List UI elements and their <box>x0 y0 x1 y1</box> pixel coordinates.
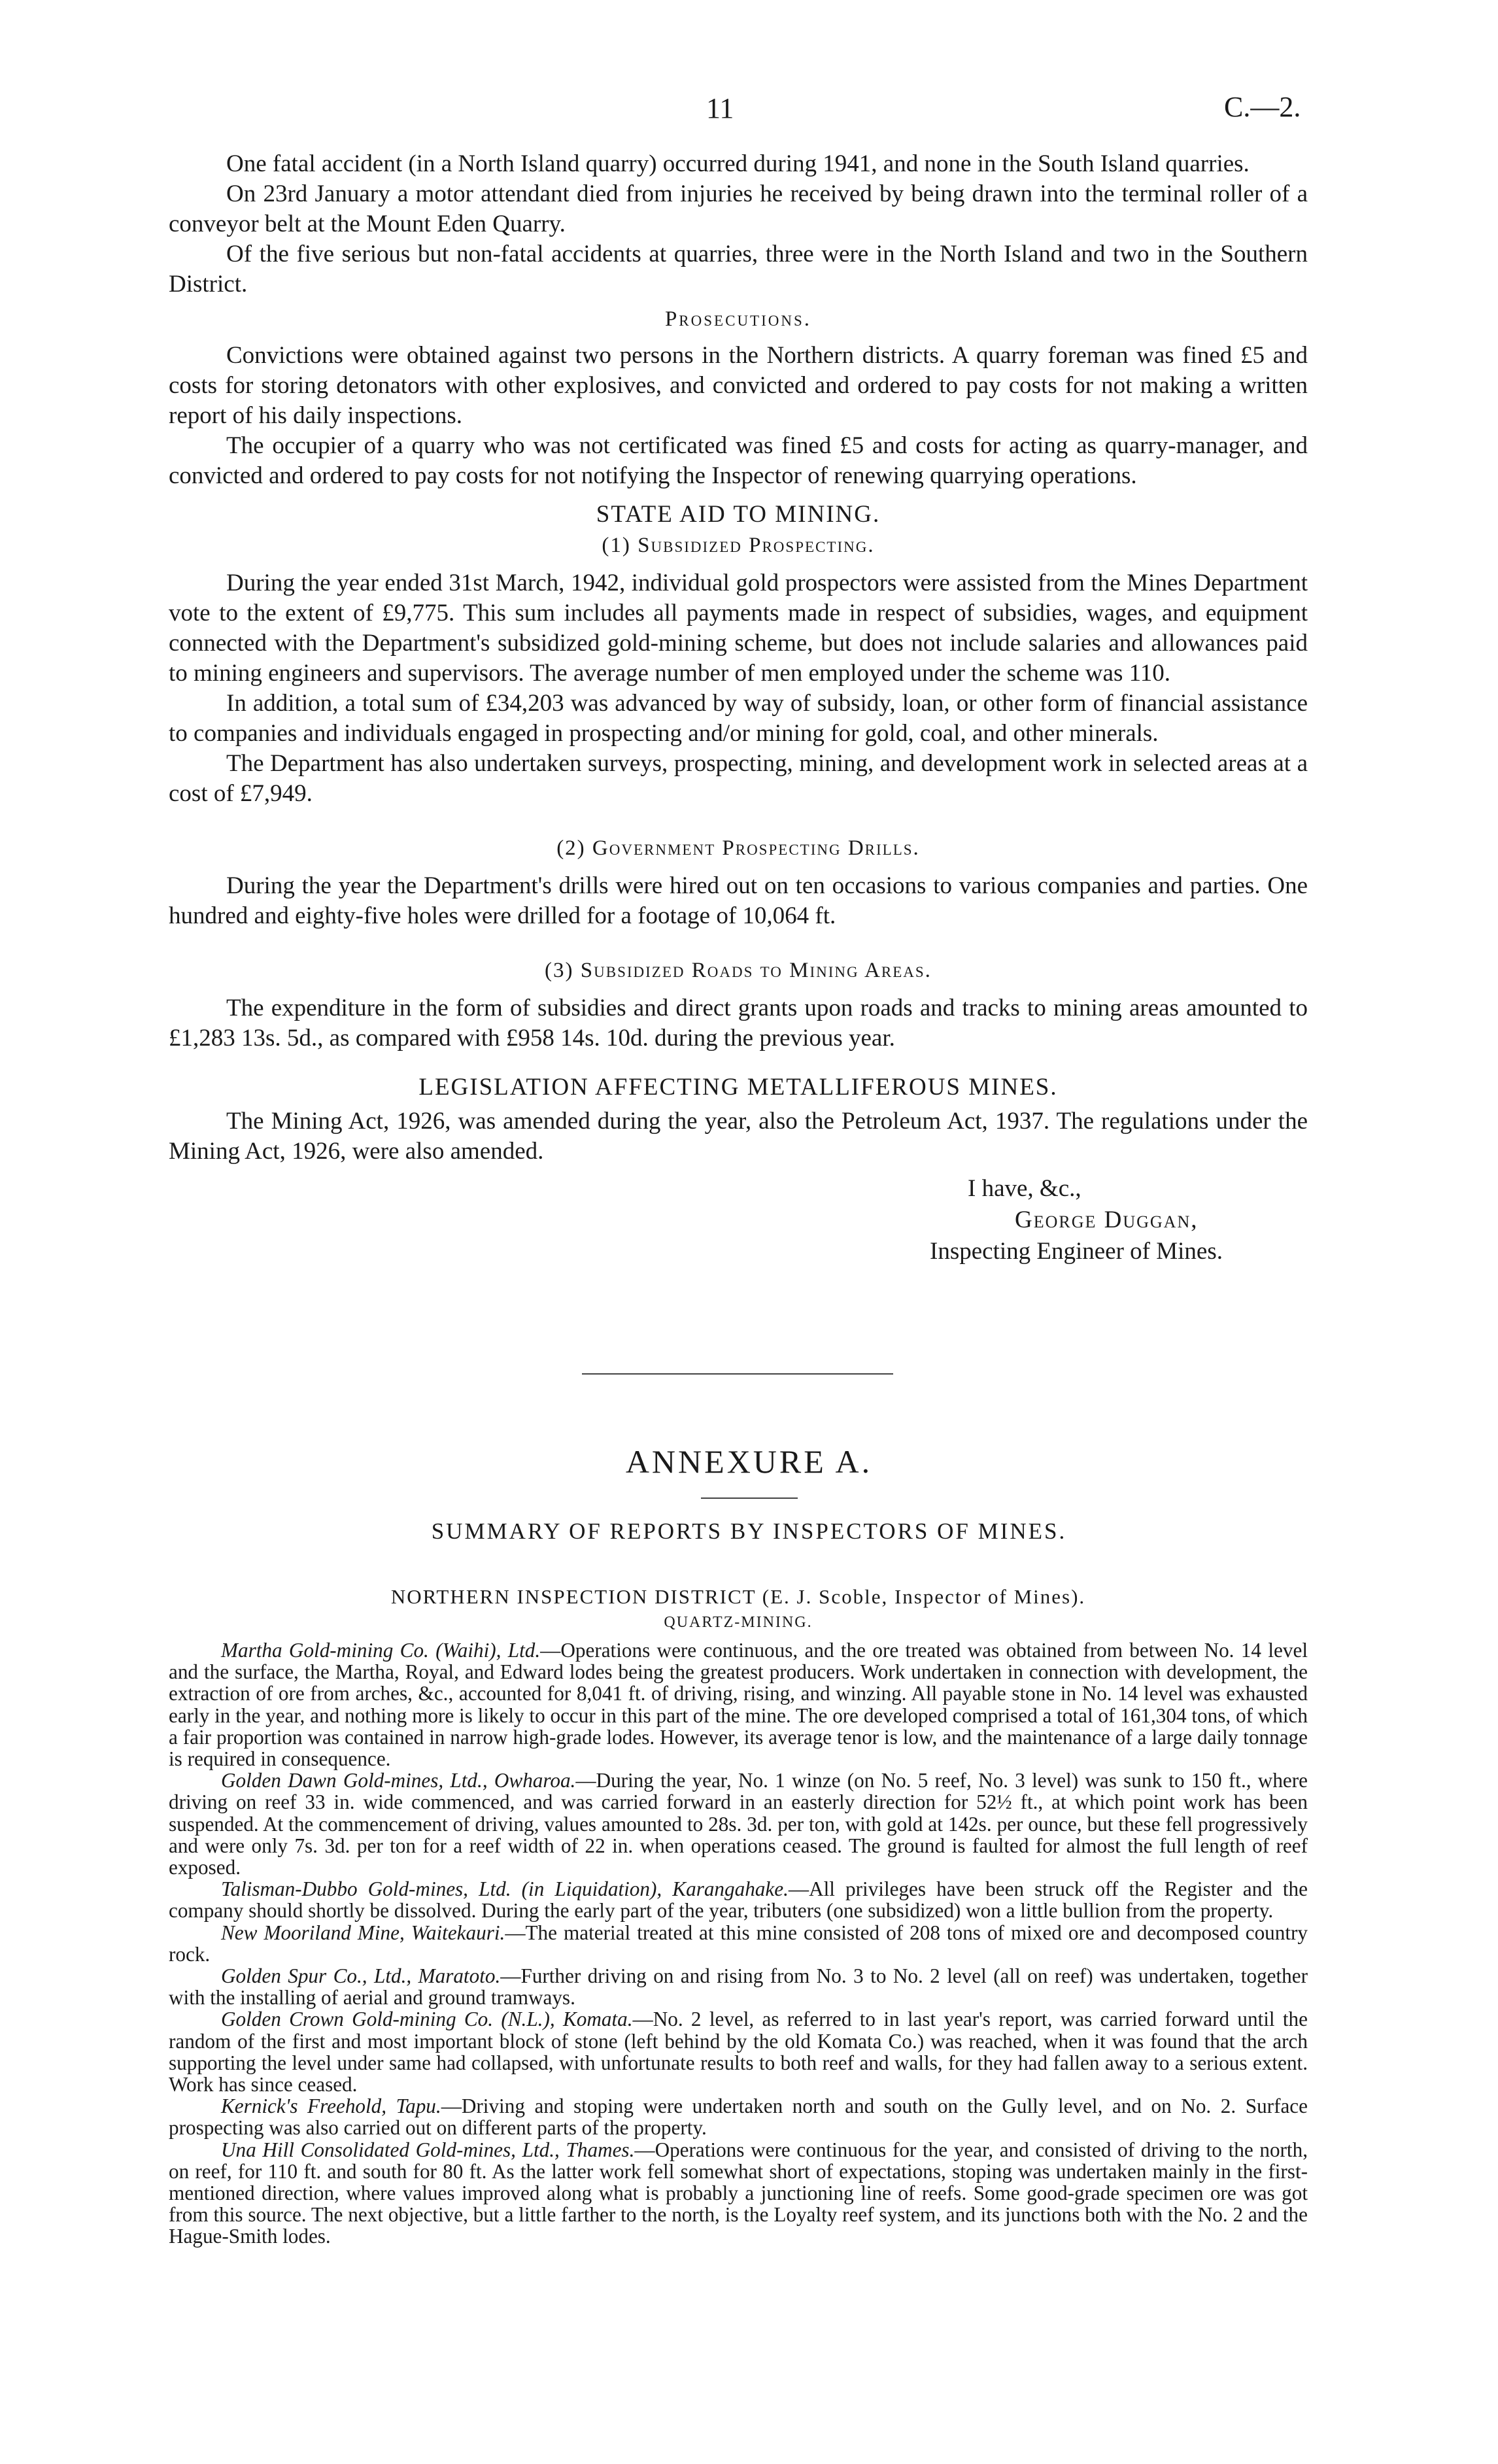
paragraph: The occupier of a quarry who was not certificated was fined £5 and costs for acting as quarry-manager, and convicted and ordered to pay costs for not notifying the Inspector of renewing quarrying operations. <box>169 432 1308 489</box>
paragraph: During the year ended 31st March, 1942, individual gold prospectors were assisted from the Mines Department vote to the extent of £9,775. This sum includes all payments made in respect of subsidies, wages, and equipment connected with the Department's subsidized gold-mining scheme, but does not include salaries and allowances paid to mining engineers and supervisors. The average number of men employed under the scheme was 110. <box>169 570 1308 687</box>
signature-name: George Duggan, <box>1015 1206 1199 1233</box>
paragraph: On 23rd January a motor attendant died from injuries he received by being drawn into the terminal roller of a conveyor belt at the Mount Eden Quarry. <box>169 180 1308 237</box>
paragraph: The Department has also undertaken surveys, prospecting, mining, and development work in selected areas at a cost of £7,949. <box>169 750 1308 807</box>
section-divider <box>582 1373 893 1375</box>
annexure-title: ANNEXURE A. <box>625 1443 873 1480</box>
page-number: 11 <box>706 92 734 124</box>
mine-report <box>169 2139 1308 2248</box>
mine-report <box>169 2008 1308 2095</box>
mine-report <box>169 2095 1308 2138</box>
mine-name: Golden Dawn Gold-mines, Ltd., Owharoa. <box>221 1769 576 1792</box>
heading-subsidized-roads: (3) Subsidized Roads to Mining Areas. <box>545 959 932 982</box>
paragraph: The expenditure in the form of subsidies and direct grants upon roads and tracks to mining areas amounted to £1,283 13s. 5d., as compared with £958 14s. 10d. during the previous year. <box>169 995 1308 1052</box>
mine-name: Golden Spur Co., Ltd., Maratoto. <box>221 1964 501 1988</box>
mine-report <box>169 1639 1308 1770</box>
paragraph: Convictions were obtained against two persons in the Northern districts. A quarry foreman was fined £5 and costs for storing detonators with other explosives, and convicted and ordered to pay costs for not making a written report of his daily inspections. <box>169 342 1308 429</box>
report-body <box>169 149 1308 1297</box>
mine-name: New Mooriland Mine, Waitekauri. <box>221 1921 505 1944</box>
mine-report-text: —The material treated at this mine consisted of 208 tons of mixed ore and decomposed country rock. <box>169 1921 1308 1966</box>
paragraph: During the year the Department's drills were hired out on ten occasions to various companies and parties. One hundred and eighty-five holes were drilled for a footage of 10,064 ft. <box>169 872 1308 929</box>
paragraph: Of the five serious but non-fatal accidents at quarries, three were in the North Island and two in the Southern District. <box>169 241 1308 298</box>
mine-report <box>169 1922 1308 1965</box>
mine-report-text: —All privileges have been struck off the Register and the company should shortly be dissolved. During the early part of the year, tributers (one subsidized) won a little bullion from the property. <box>169 1877 1308 1923</box>
mine-report-text: —Driving and stoping were undertaken north and south on the Gully level, and on No. 2. Surface prospecting was also carried out on different parts of the property. <box>169 2095 1308 2140</box>
heading-legislation: LEGISLATION AFFECTING METALLIFEROUS MINES. <box>418 1074 1058 1101</box>
mine-report <box>169 1878 1308 1921</box>
mine-report-text: —Operations were continuous for the year, and consisted of driving to the north, on reef, for 110 ft. and south for 80 ft. As the latter work fell somewhat short of expectations, stoping was undertaken mainly in the first-mentioned direction, where values improved along what is probably a junctioning line of reefs. Some good-grade specimen ore was got from this source. The next objective, but a little farther to the north, is the Loyalty reef system, and its junctions both with the No. 2 and the Hague-Smith lodes. <box>169 2138 1308 2248</box>
quartz-mining-heading: QUARTZ-MINING. <box>664 1614 813 1631</box>
mine-name: Golden Crown Gold-mining Co. (N.L.), Komata. <box>221 2008 633 2031</box>
mine-name: Kernick's Freehold, Tapu. <box>221 2095 441 2118</box>
mine-report-text: —During the year, No. 1 winze (on No. 5 reef, No. 3 level) was sunk to 150 ft., where driving on reef 33 in. wide commenced, and was carried forward in an easterly direction for 52½ ft., at which point work has been suspended. At the commencement of driving, values amounted to 28s. 3d. per ton, with gold at 142s. per ounce, but these fell progressively and were only 7s. 3d. per ton for a reef width of 22 in. when operations ceased. The ground is faulted for almost the full length of reef exposed. <box>169 1769 1308 1879</box>
mine-report-text: —No. 2 level, as referred to in last year's report, was carried forward until the random of the first and most important block of stone (left behind by the old Komata Co.) was reached, when it was found that the arch supporting the level under same had collapsed, with unfortunate results to both reef and walls, for they had fallen away to a serious extent. Work has since ceased. <box>169 2008 1308 2096</box>
document-reference: C.—2. <box>1224 91 1301 123</box>
signature-block <box>169 1173 1308 1297</box>
heading-subsidized-prospecting: (1) Subsidized Prospecting. <box>602 534 875 557</box>
signature-salutation: I have, &c., <box>968 1175 1081 1202</box>
mine-name: Talisman-Dubbo Gold-mines, Ltd. (in Liquidation), Karangahake. <box>221 1877 789 1901</box>
heading-prospecting-drills: (2) Government Prospecting Drills. <box>556 836 920 860</box>
title-divider <box>701 1497 798 1499</box>
inspector-reports <box>169 1585 1308 2248</box>
mine-report-text: —Operations were continuous, and the ore treated was obtained from between No. 14 level and the surface, the Martha, Royal, and Edward lodes being the greatest producers. Work undertaken in connection with development, the extraction of ore from arches, &c., accounted for 8,041 ft. of driving, rising, and winzing. All payable stone in No. 14 level was exhausted early in the year, and nothing more is likely to occur in this part of the mine. The ore developed comprised a total of 161,304 tons, of which a fair proportion was contained in narrow high-grade lodes. However, its average tenor is low, and the maintenance of a large daily tonnage is required in consequence. <box>169 1639 1308 1771</box>
paragraph: One fatal accident (in a North Island quarry) occurred during 1941, and none in the South Island quarries. <box>226 150 1250 177</box>
district-heading: NORTHERN INSPECTION DISTRICT (E. J. Scoble, Inspector of Mines). <box>390 1585 1086 1608</box>
heading-prosecutions: Prosecutions. <box>664 307 812 331</box>
signature-title: Inspecting Engineer of Mines. <box>930 1238 1223 1265</box>
paragraph: In addition, a total sum of £34,203 was advanced by way of subsidy, loan, or other form of financial assistance to companies and individuals engaged in prospecting and/or mining for gold, coal, and other minerals. <box>169 690 1308 747</box>
mine-name: Martha Gold-mining Co. (Waihi), Ltd. <box>221 1639 541 1662</box>
heading-state-aid: STATE AID TO MINING. <box>596 501 881 528</box>
mine-report <box>169 1770 1308 1878</box>
annexure-subtitle: SUMMARY OF REPORTS BY INSPECTORS OF MINES. <box>431 1518 1067 1544</box>
mine-report <box>169 1965 1308 2008</box>
mine-name: Una Hill Consolidated Gold-mines, Ltd., Thames. <box>221 2138 635 2161</box>
paragraph: The Mining Act, 1926, was amended during the year, also the Petroleum Act, 1937. The regulations under the Mining Act, 1926, were also amended. <box>169 1108 1308 1165</box>
mine-report-text: —Further driving on and rising from No. 3 to No. 2 level (all on reef) was undertaken, together with the installing of aerial and ground tramways. <box>169 1964 1308 2010</box>
